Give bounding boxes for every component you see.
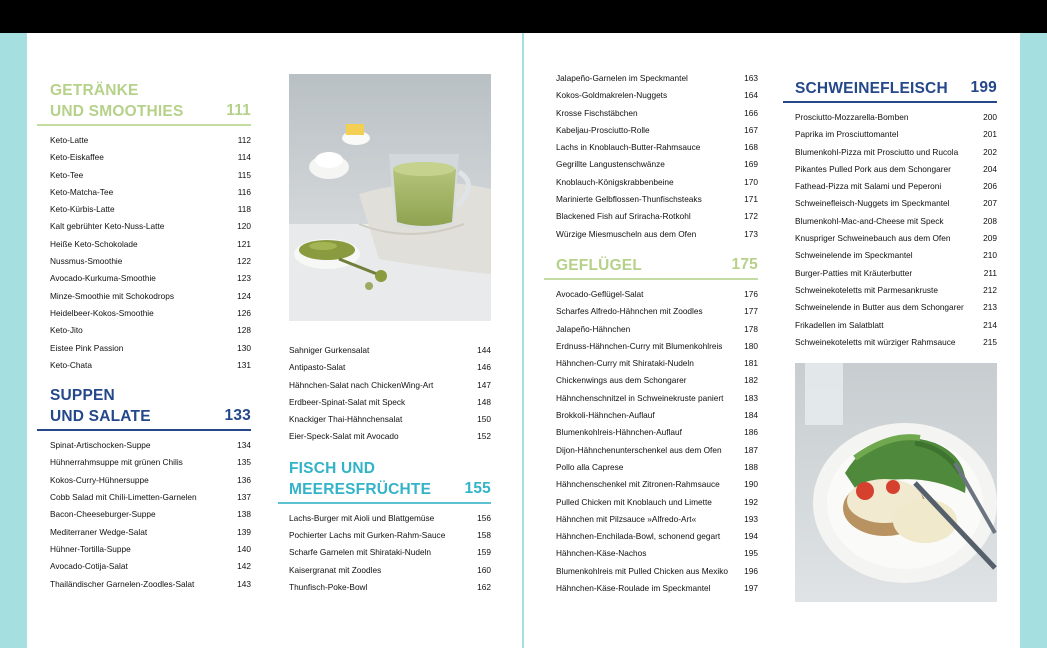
- toc-entry-page: 207: [983, 198, 997, 209]
- toc-entry-title: Schweinefleisch-Nuggets im Speckmantel: [795, 198, 950, 209]
- heading-line-1: FISCH UND: [289, 459, 376, 477]
- toc-entry-title: Knackiger Thai-Hähnchensalat: [289, 414, 403, 425]
- toc-entry-page: 130: [237, 342, 251, 353]
- toc-entry: [50, 305, 251, 322]
- right-page: [524, 33, 1020, 648]
- toc-entry: [556, 459, 758, 476]
- column-pork: [783, 78, 997, 351]
- toc-entry-title: Heiße Keto-Schokolade: [50, 238, 138, 249]
- matcha-latte-illustration: [289, 74, 491, 321]
- toc-entry-page: 116: [237, 186, 251, 197]
- toc-entry-page: 213: [983, 302, 997, 313]
- toc-entry-page: 196: [744, 565, 758, 576]
- toc-entry-page: 152: [477, 431, 491, 442]
- toc-entry-title: Dijon-Hähnchenunterschenkel aus dem Ofen: [556, 444, 722, 455]
- toc-entry-title: Schweinelende in Butter aus dem Schongarer: [795, 302, 964, 313]
- toc-entry: [50, 472, 251, 489]
- toc-entry-page: 120: [237, 221, 251, 232]
- toc-entry-title: Erdnuss-Hähnchen-Curry mit Blumenkohlreis: [556, 340, 723, 351]
- toc-entry: [289, 562, 491, 579]
- toc-entry: [556, 321, 758, 338]
- toc-entry: [795, 126, 997, 143]
- toc-entry-title: Hähnchenschnitzel in Schweinekruste paniert: [556, 392, 724, 403]
- toc-entry: [289, 394, 491, 411]
- toc-entry-page: 148: [477, 396, 491, 407]
- toc-entry-page: 115: [237, 169, 251, 180]
- toc-entry-page: 143: [237, 578, 251, 589]
- toc-entry-page: 160: [477, 564, 491, 575]
- toc-entry-page: 138: [237, 509, 251, 520]
- toc-entry: [795, 299, 997, 316]
- toc-entry: [289, 359, 491, 376]
- toc-entry: [556, 174, 758, 191]
- toc-entry-page: 136: [237, 474, 251, 485]
- toc-entry-title: Burger-Patties mit Kräuterbutter: [795, 267, 913, 278]
- toc-entry-page: 180: [744, 340, 758, 351]
- toc-entry-page: 209: [983, 233, 997, 244]
- entry-list-suppen: [37, 437, 251, 593]
- toc-entry-title: Pulled Chicken mit Knoblauch und Limette: [556, 496, 712, 507]
- toc-entry: [795, 195, 997, 212]
- toc-entry-title: Blackened Fish auf Sriracha-Rotkohl: [556, 211, 691, 222]
- toc-entry-title: Chickenwings aus dem Schongarer: [556, 375, 687, 386]
- toc-entry-title: Blumenkohl-Pizza mit Prosciutto und Rucola: [795, 146, 959, 157]
- toc-entry-title: Lachs-Burger mit Aioli und Blattgemüse: [289, 512, 435, 523]
- toc-entry-page: 135: [237, 457, 251, 468]
- toc-entry: [556, 70, 758, 87]
- toc-entry-title: Gegrillte Langustenschwänze: [556, 159, 665, 170]
- toc-entry-page: 118: [237, 204, 251, 215]
- toc-entry-title: Frikadellen im Salatblatt: [795, 319, 884, 330]
- entry-list-gefluegel: [556, 286, 758, 597]
- heading-line-1: GEFLÜGEL: [556, 256, 642, 274]
- toc-entry: [50, 132, 251, 149]
- toc-entry-page: 183: [744, 392, 758, 403]
- toc-entry-page: 193: [744, 513, 758, 524]
- toc-entry-title: Eistee Pink Passion: [50, 342, 124, 353]
- toc-entry-page: 140: [237, 543, 251, 554]
- toc-entry-page: 134: [237, 440, 251, 451]
- toc-entry-page: 146: [477, 362, 491, 373]
- toc-entry-page: 177: [744, 306, 758, 317]
- toc-entry-title: Würzige Miesmuscheln aus dem Ofen: [556, 228, 697, 239]
- toc-entry: [556, 105, 758, 122]
- toc-entry: [556, 338, 758, 355]
- toc-entry-page: 194: [744, 531, 758, 542]
- toc-entry-title: Hähnchen mit Pilzsauce »Alfredo-Art«: [556, 513, 697, 524]
- toc-entry-page: 163: [744, 73, 758, 83]
- toc-entry: [795, 109, 997, 126]
- toc-entry-page: 187: [744, 444, 758, 455]
- toc-entry-page: 206: [983, 181, 997, 192]
- toc-entry-title: Hähnchen-Käse-Roulade im Speckmantel: [556, 583, 711, 594]
- section-page-number: 133: [224, 407, 251, 425]
- toc-entry: [795, 144, 997, 161]
- toc-entry-page: 170: [744, 176, 758, 187]
- toc-entry: [50, 340, 251, 357]
- top-black-bar: [0, 0, 1047, 33]
- left-page: [27, 33, 522, 648]
- toc-entry-page: 178: [744, 323, 758, 334]
- toc-entry-title: Lachs in Knoblauch-Butter-Rahmsauce: [556, 142, 701, 153]
- chicken-plate-illustration: [795, 363, 997, 602]
- toc-entry-page: 126: [237, 307, 251, 318]
- toc-entry: [795, 317, 997, 334]
- toc-entry-title: Kaisergranat mit Zoodles: [289, 564, 382, 575]
- toc-entry-title: Knuspriger Schweinebauch aus dem Ofen: [795, 233, 951, 244]
- section-heading-fisch: [278, 458, 491, 504]
- toc-entry: [556, 122, 758, 139]
- toc-entry-page: 131: [237, 359, 251, 370]
- toc-entry-title: Hähnchen-Käse-Nachos: [556, 548, 647, 559]
- matcha-latte-photo: [289, 74, 491, 321]
- toc-entry: [795, 282, 997, 299]
- toc-entry: [556, 156, 758, 173]
- heading-line-2: UND SMOOTHIES: [50, 103, 184, 120]
- toc-entry: [795, 161, 997, 178]
- toc-entry-page: 112: [237, 135, 251, 145]
- toc-entry-title: Hühner-Tortilla-Suppe: [50, 543, 131, 554]
- toc-entry-title: Avocado-Kurkuma-Smoothie: [50, 273, 156, 284]
- toc-entry-title: Spinat-Artischocken-Suppe: [50, 440, 151, 451]
- toc-entry-page: 124: [237, 290, 251, 301]
- toc-entry-title: Keto-Matcha-Tee: [50, 186, 114, 197]
- toc-entry-page: 171: [744, 194, 758, 205]
- toc-entry-page: 166: [744, 107, 758, 118]
- toc-entry-page: 201: [983, 129, 997, 140]
- section-heading-suppen: [37, 385, 251, 431]
- toc-entry-title: Schweinekoteletts mit Parmesankruste: [795, 284, 938, 295]
- toc-entry-title: Kokos-Goldmakrelen-Nuggets: [556, 90, 668, 101]
- toc-entry: [50, 184, 251, 201]
- toc-entry: [795, 213, 997, 230]
- toc-entry: [556, 226, 758, 243]
- toc-entry: [50, 322, 251, 339]
- toc-entry-title: Hühnerrahmsuppe mit grünen Chilis: [50, 457, 183, 468]
- toc-entry: [50, 288, 251, 305]
- toc-entry-title: Hähnchen-Salat nach ChickenWing-Art: [289, 379, 434, 390]
- toc-entry-page: 204: [983, 163, 997, 174]
- toc-entry: [556, 442, 758, 459]
- toc-entry: [50, 524, 251, 541]
- section-heading-gefluegel: [544, 255, 758, 280]
- toc-entry: [50, 576, 251, 593]
- heading-line-1: GETRÄNKE: [50, 82, 139, 99]
- toc-entry-page: 144: [477, 345, 491, 355]
- toc-entry-page: 208: [983, 215, 997, 226]
- toc-entry-title: Marinierte Gelbflossen-Thunfischsteaks: [556, 194, 702, 205]
- toc-entry-title: Paprika im Prosciuttomantel: [795, 129, 899, 140]
- toc-entry: [556, 208, 758, 225]
- toc-entry-page: 150: [477, 414, 491, 425]
- toc-entry-title: Schweinekoteletts mit würziger Rahmsauce: [795, 336, 956, 347]
- toc-entry-page: 167: [744, 124, 758, 135]
- toc-entry-title: Pollo alla Caprese: [556, 461, 624, 472]
- toc-entry: [50, 437, 251, 454]
- toc-entry-page: 192: [744, 496, 758, 507]
- toc-entry-title: Cobb Salad mit Chili-Limetten-Garnelen: [50, 492, 197, 503]
- toc-entry-title: Avocado-Geflügel-Salat: [556, 288, 644, 299]
- toc-entry: [289, 428, 491, 445]
- toc-entry-title: Keto-Jito: [50, 325, 83, 336]
- toc-entry: [556, 580, 758, 597]
- toc-entry-title: Hähnchenschenkel mit Zitronen-Rahmsauce: [556, 479, 720, 490]
- toc-entry-page: 212: [983, 284, 997, 295]
- toc-entry-title: Hähnchen-Enchilada-Bowl, schonend gegart: [556, 531, 721, 542]
- toc-entry: [556, 407, 758, 424]
- toc-entry-page: 200: [983, 112, 997, 122]
- toc-entry-title: Prosciutto-Mozzarella-Bomben: [795, 112, 909, 122]
- toc-entry: [50, 201, 251, 218]
- toc-entry-title: Antipasto-Salat: [289, 362, 346, 373]
- heading-line-2: UND SALATE: [50, 408, 151, 426]
- toc-entry-page: 122: [237, 256, 251, 267]
- toc-entry-title: Kabeljau-Prosciutto-Rolle: [556, 124, 650, 135]
- toc-entry-page: 142: [237, 561, 251, 572]
- toc-entry: [289, 510, 491, 527]
- toc-entry: [50, 541, 251, 558]
- toc-entry-page: 172: [744, 211, 758, 222]
- entry-list-getraenke: [37, 132, 251, 374]
- toc-entry-title: Pochierter Lachs mit Gurken-Rahm-Sauce: [289, 530, 446, 541]
- toc-entry: [289, 544, 491, 561]
- toc-entry: [50, 357, 251, 374]
- heading-line-1: SCHWEINEFLEISCH: [795, 80, 948, 97]
- toc-entry: [50, 253, 251, 270]
- toc-entry-title: Minze-Smoothie mit Schokodrops: [50, 290, 175, 301]
- toc-entry-title: Jalapeño-Garnelen im Speckmantel: [556, 73, 688, 83]
- chicken-salad-photo: [795, 363, 997, 602]
- toc-entry-title: Schweinelende im Speckmantel: [795, 250, 913, 261]
- toc-entry: [50, 149, 251, 166]
- toc-entry-page: 211: [983, 267, 997, 278]
- toc-entry-page: 182: [744, 375, 758, 386]
- entry-list-schwein: [783, 109, 997, 351]
- toc-entry-title: Bacon-Cheeseburger-Suppe: [50, 509, 156, 520]
- toc-entry-page: 188: [744, 461, 758, 472]
- entry-list-salate-cont: [289, 342, 491, 446]
- toc-entry: [795, 178, 997, 195]
- toc-entry-page: 202: [983, 146, 997, 157]
- toc-entry: [50, 218, 251, 235]
- toc-entry-title: Pikantes Pulled Pork aus dem Schongarer: [795, 163, 951, 174]
- toc-entry-title: Krosse Fischstäbchen: [556, 107, 638, 118]
- toc-entry-title: Scharfe Garnelen mit Shirataki-Nudeln: [289, 547, 432, 558]
- toc-entry-page: 173: [744, 228, 758, 239]
- toc-entry-page: 214: [983, 319, 997, 330]
- toc-entry-title: Keto-Latte: [50, 135, 89, 145]
- toc-entry: [556, 355, 758, 372]
- toc-entry: [556, 424, 758, 441]
- toc-entry-page: 121: [237, 238, 251, 249]
- toc-entry-page: 176: [744, 288, 758, 299]
- toc-entry-title: Mediterraner Wedge-Salat: [50, 526, 148, 537]
- toc-entry-page: 181: [744, 358, 758, 369]
- toc-entry: [289, 411, 491, 428]
- toc-entry-title: Sahniger Gurkensalat: [289, 345, 370, 355]
- toc-entry: [556, 511, 758, 528]
- column-fish-poultry: [556, 70, 758, 597]
- toc-entry: [556, 191, 758, 208]
- toc-entry-page: 156: [477, 512, 491, 523]
- toc-entry-title: Nussmus-Smoothie: [50, 256, 123, 267]
- toc-entry: [556, 494, 758, 511]
- toc-entry: [50, 270, 251, 287]
- toc-entry-page: 197: [744, 583, 758, 594]
- toc-entry-page: 162: [477, 581, 491, 592]
- column-salads-fish: [289, 342, 491, 596]
- toc-entry-page: 184: [744, 410, 758, 421]
- toc-entry-title: Blumenkohlreis-Hähnchen-Auflauf: [556, 427, 682, 438]
- toc-entry-page: 186: [744, 427, 758, 438]
- section-heading-getraenke: [37, 80, 251, 126]
- section-page-number: 111: [226, 102, 251, 119]
- toc-entry-page: 168: [744, 142, 758, 153]
- toc-entry-title: Thunfisch-Poke-Bowl: [289, 581, 368, 592]
- toc-entry: [50, 506, 251, 523]
- toc-entry-title: Keto-Tee: [50, 169, 84, 180]
- toc-entry: [556, 476, 758, 493]
- heading-line-2: MEERESFRÜCHTE: [289, 480, 432, 498]
- toc-entry-title: Hähnchen-Curry mit Shirataki-Nudeln: [556, 358, 694, 369]
- toc-entry: [289, 527, 491, 544]
- toc-entry: [50, 454, 251, 471]
- entry-list-fisch-cont: [556, 70, 758, 243]
- toc-entry-page: 137: [237, 492, 251, 503]
- toc-entry: [50, 558, 251, 575]
- toc-entry-title: Keto-Kürbis-Latte: [50, 204, 115, 215]
- toc-entry: [556, 286, 758, 303]
- toc-entry-title: Fathead-Pizza mit Salami und Peperoni: [795, 181, 942, 192]
- toc-entry: [795, 334, 997, 351]
- toc-entry-page: 195: [744, 548, 758, 559]
- heading-line-1: SUPPEN: [50, 387, 115, 405]
- toc-entry-title: Keto-Eiskaffee: [50, 152, 104, 163]
- toc-entry-page: 159: [477, 547, 491, 558]
- toc-entry-title: Kalt gebrühter Keto-Nuss-Latte: [50, 221, 165, 232]
- toc-entry-page: 169: [744, 159, 758, 170]
- toc-entry: [556, 390, 758, 407]
- toc-entry: [556, 563, 758, 580]
- toc-entry: [556, 528, 758, 545]
- toc-entry-title: Heidelbeer-Kokos-Smoothie: [50, 307, 154, 318]
- toc-entry: [50, 167, 251, 184]
- toc-entry: [556, 87, 758, 104]
- toc-entry: [556, 372, 758, 389]
- toc-entry: [556, 139, 758, 156]
- entry-list-fisch: [289, 510, 491, 596]
- toc-entry-title: Blumenkohlreis mit Pulled Chicken aus Mexiko: [556, 565, 729, 576]
- toc-entry: [795, 247, 997, 264]
- toc-entry: [50, 489, 251, 506]
- toc-entry: [556, 545, 758, 562]
- toc-entry-page: 139: [237, 526, 251, 537]
- toc-entry-title: Kokos-Curry-Hühnersuppe: [50, 474, 149, 485]
- section-page-number: 175: [731, 255, 758, 273]
- toc-entry: [50, 236, 251, 253]
- toc-entry-page: 128: [237, 325, 251, 336]
- section-page-number: 155: [464, 479, 491, 497]
- toc-entry: [289, 377, 491, 394]
- toc-entry-page: 123: [237, 273, 251, 284]
- toc-entry-page: 158: [477, 530, 491, 541]
- toc-entry-title: Avocado-Cotija-Salat: [50, 561, 128, 572]
- column-drinks-soups: [37, 80, 251, 593]
- toc-entry-title: Erdbeer-Spinat-Salat mit Speck: [289, 396, 406, 407]
- toc-entry-title: Brokkoli-Hähnchen-Auflauf: [556, 410, 655, 421]
- toc-entry-title: Scharfes Alfredo-Hähnchen mit Zoodles: [556, 306, 703, 317]
- toc-entry-page: 190: [744, 479, 758, 490]
- toc-entry: [556, 303, 758, 320]
- toc-entry-title: Thailändischer Garnelen-Zoodles-Salat: [50, 578, 195, 589]
- toc-entry-title: Eier-Speck-Salat mit Avocado: [289, 431, 399, 442]
- toc-entry-title: Keto-Chata: [50, 359, 92, 370]
- toc-entry-page: 114: [237, 152, 251, 163]
- toc-entry: [795, 230, 997, 247]
- section-page-number: 199: [970, 79, 997, 96]
- toc-entry-page: 147: [477, 379, 491, 390]
- toc-entry: [289, 342, 491, 359]
- toc-entry-page: 164: [744, 90, 758, 101]
- toc-entry-title: Jalapeño-Hähnchen: [556, 323, 631, 334]
- toc-entry: [795, 265, 997, 282]
- toc-entry-page: 215: [983, 336, 997, 347]
- toc-entry-title: Blumenkohl-Mac-and-Cheese mit Speck: [795, 215, 944, 226]
- toc-entry-page: 210: [983, 250, 997, 261]
- section-heading-schwein: [783, 78, 997, 103]
- toc-entry-title: Knoblauch-Königskrabbenbeine: [556, 176, 674, 187]
- toc-entry: [289, 579, 491, 596]
